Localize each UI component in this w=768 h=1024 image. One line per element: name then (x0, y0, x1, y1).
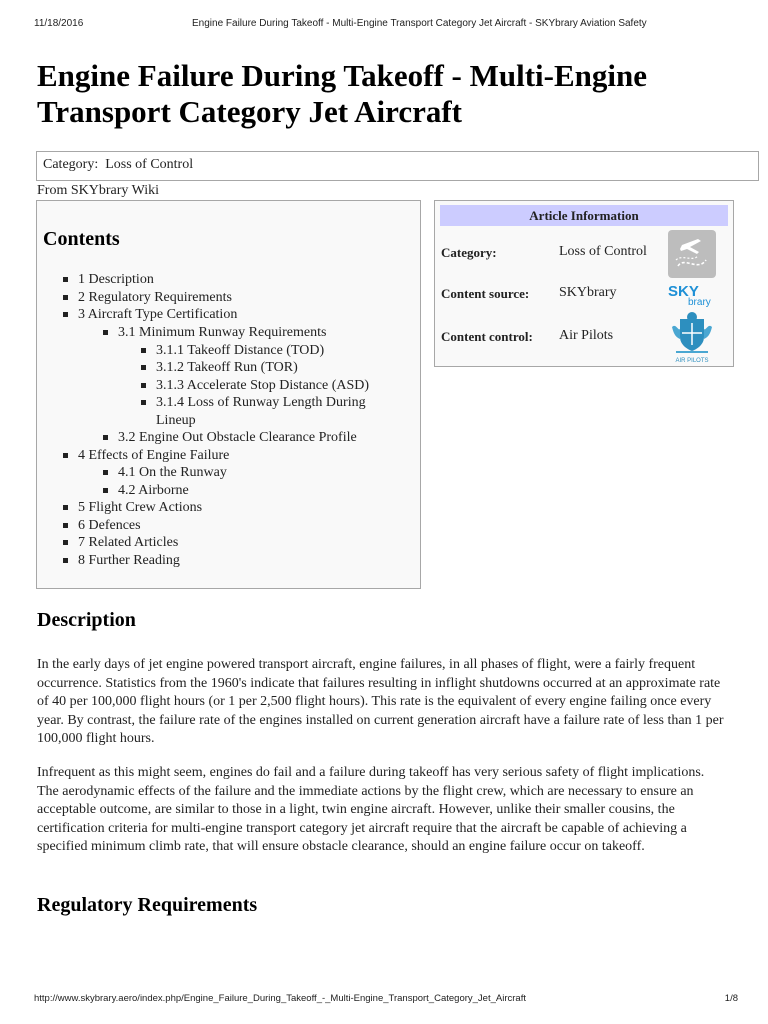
toc-item-label[interactable]: 1 Description (78, 272, 154, 287)
bullet-icon (63, 558, 68, 563)
toc-item-label[interactable]: 5 Flight Crew Actions (78, 500, 203, 515)
table-of-contents (36, 200, 421, 589)
bullet-icon (141, 348, 146, 353)
toc-item-label[interactable]: 3 Aircraft Type Certification (78, 307, 238, 322)
print-page-title: Engine Failure During Takeoff - Multi-Engine Transport Category Jet Aircraft - SKYbrary Aviation Safety (192, 18, 647, 29)
description-paragraph-2: Infrequent as this might seem, engines do fail and a failure during takeoff has very serious safety of flight implications. The aerodynamic effects of the failure and the immediate actions by the flight crew, which are necessary to ensure an acceptable outcome, are similar to those in a light, twin engine aircraft. However, unlike their smaller cousins, the certification criteria for multi-engine transport category jet aircraft require that the aircraft be capable of achieving a specified minimum climb rate, that will ensure obstacle clearance, should an engine failure occur on takeoff. (37, 765, 705, 854)
category-bar-label: Category: (43, 157, 99, 172)
section-heading-description: Description (37, 609, 136, 631)
air-pilots-crest[interactable] (668, 309, 716, 364)
print-url: http://www.skybrary.aero/index.php/Engine_Failure_During_Takeoff_-_Multi-Engine_Transport_Category_Jet_Aircraft (34, 993, 526, 1004)
toc-item-label[interactable]: 4.1 On the Runway (118, 465, 227, 480)
toc-item-label[interactable]: 6 Defences (78, 518, 141, 533)
description-paragraph-1: In the early days of jet engine powered transport aircraft, engine failures, in all phases of flight, were a fairly frequent occurrence. Statistics from the 1960's indicate that failures resulting in inflight shutdowns occurred at an approximate rate of 40 per 100,000 flight hours (or 1 per 2,500 flight hours). This rate is the equivalent of every engine failing once every year. By contrast, the failure rate of the engines installed on current generation aircraft have a failure rate of less than 1 per 100,000 flight hours. (37, 657, 724, 746)
toc-item-label[interactable]: 4 Effects of Engine Failure (78, 448, 230, 463)
info-source-value[interactable]: SKYbrary (559, 285, 617, 300)
info-category-label: Category: (441, 245, 497, 260)
bullet-icon (63, 540, 68, 545)
toc-item-label[interactable]: 7 Related Articles (78, 535, 179, 550)
toc-item-label[interactable]: 3.1.3 Accelerate Stop Distance (ASD) (156, 378, 370, 393)
bullet-icon (141, 365, 146, 370)
bullet-icon (103, 435, 108, 440)
toc-heading: Contents (43, 228, 120, 250)
skybrary-logo-sky: SKY (668, 283, 699, 300)
print-date: 11/18/2016 (34, 18, 84, 29)
bullet-icon (63, 277, 68, 282)
bullet-icon (63, 312, 68, 317)
category-bar (36, 151, 759, 181)
page-title: Engine Failure During Takeoff - Multi-Engine Transport Category Jet Aircraft (37, 58, 648, 129)
info-category-value[interactable]: Loss of Control (559, 244, 647, 259)
bullet-icon (103, 488, 108, 493)
info-source-label: Content source: (441, 286, 530, 301)
bullet-icon (103, 470, 108, 475)
bullet-icon (141, 383, 146, 388)
toc-item-label[interactable]: 3.1.1 Takeoff Distance (TOD) (156, 343, 325, 358)
skybrary-logo-brary: brary (688, 297, 711, 308)
bullet-icon (63, 295, 68, 300)
section-heading-regulatory: Regulatory Requirements (37, 894, 258, 916)
article-info-heading: Article Information (440, 205, 728, 226)
bullet-icon (63, 453, 68, 458)
air-pilots-logo-text: AIR PILOTS (675, 358, 709, 364)
toc-item-label[interactable]: 8 Further Reading (78, 553, 180, 568)
info-control-label: Content control: (441, 329, 533, 344)
toc-item-label[interactable]: 2 Regulatory Requirements (78, 290, 232, 305)
toc-item-label[interactable]: 3.1 Minimum Runway Requirements (118, 325, 327, 340)
bullet-icon (141, 400, 146, 405)
toc-item-label[interactable]: 3.1.2 Takeoff Run (TOR) (156, 360, 298, 375)
toc-item-label[interactable]: 3.2 Engine Out Obstacle Clearance Profile (118, 430, 357, 445)
article-information-box (434, 200, 734, 367)
page-number: 1/8 (724, 993, 738, 1004)
bullet-icon (63, 505, 68, 510)
bullet-icon (63, 523, 68, 528)
toc-item-label[interactable]: 3.1.4 Loss of Runway Length During (156, 395, 366, 410)
toc-item-label[interactable]: 4.2 Airborne (118, 483, 189, 498)
category-link[interactable]: Loss of Control (105, 157, 194, 172)
info-control-value[interactable]: Air Pilots (559, 328, 614, 343)
bullet-icon (103, 330, 108, 335)
toc-item-label[interactable]: Lineup (156, 413, 196, 428)
from-line: From SKYbrary Wiki (37, 183, 160, 198)
loss-of-control-icon[interactable] (668, 230, 716, 278)
